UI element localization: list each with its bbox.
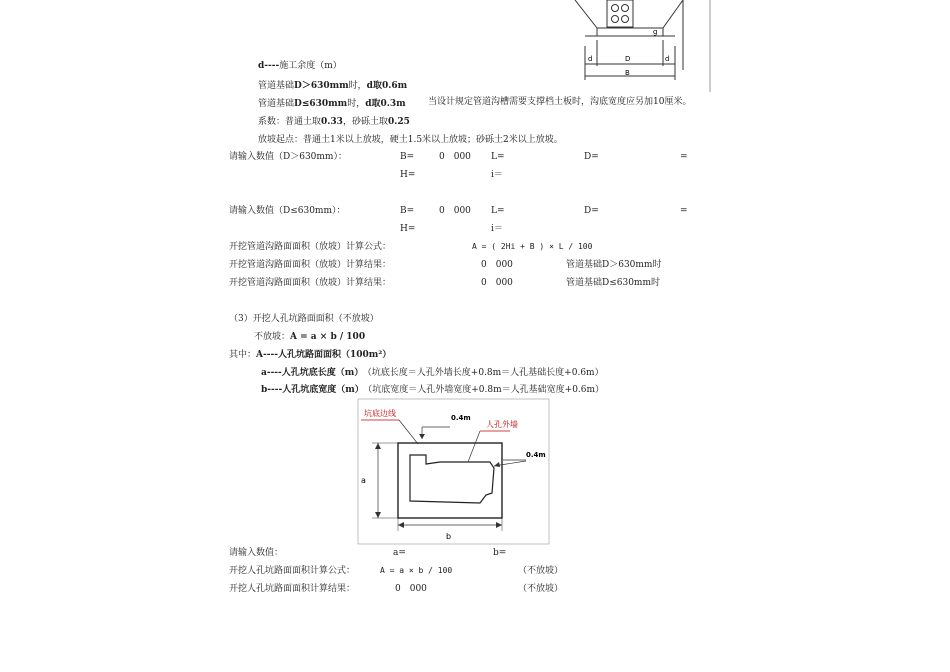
input-le-B: B=	[400, 206, 415, 216]
d-definition-text: 施工余度（m）	[279, 61, 342, 71]
pit-result-value: 0 000	[395, 584, 427, 594]
no-slope-line	[254, 331, 365, 343]
coef-mid: ，砂砾土取	[342, 117, 388, 127]
diagram-label-B: B	[625, 69, 630, 77]
pit-input-a[interactable]: a=	[393, 548, 406, 558]
trench-section-diagram	[575, 0, 715, 92]
input-le-L[interactable]: L=	[491, 206, 505, 216]
pit-formula: A = a × b / 100	[380, 566, 453, 575]
pit-formula-note: （不放坡）	[518, 566, 564, 576]
input-le-B-value[interactable]: 0 000	[439, 206, 471, 216]
trench-result1-note: 管道基础D＞630mm时	[566, 260, 662, 270]
rule-le-key: D≤630mm	[294, 99, 348, 109]
d-definition-key: d----	[258, 61, 280, 71]
b-desc: （坑底宽度＝人孔外墙宽度+0.8m＝人孔基础宽度+0.6m）	[367, 385, 605, 395]
rule-le-mid: 时，	[347, 99, 366, 109]
rule-le-pre: 管道基础	[258, 99, 295, 109]
a-desc: （坑底长度＝人孔外墙长度+0.8m＝人孔基础长度+0.6m）	[367, 368, 604, 378]
pit-input-b[interactable]: b=	[493, 548, 507, 558]
rule-gt-key: D＞630mm	[294, 81, 349, 91]
no-slope-formula: A = a × b / 100	[290, 332, 366, 342]
manhole-pit-diagram	[358, 399, 549, 544]
diagram-label-d-right: d	[665, 55, 670, 63]
input-le-H[interactable]: H=	[400, 224, 416, 234]
d-definition	[258, 60, 342, 72]
trench-result2-note: 管道基础D≤630mm时	[566, 278, 661, 288]
trench-formula-label: 开挖管道沟路面面积（放坡）计算公式：	[229, 242, 392, 252]
a-key: a----人孔坑底长度（m）	[261, 368, 364, 378]
where-A-line	[229, 349, 391, 361]
input-gt-label: 请输入数值（D＞630mm）：	[229, 152, 347, 162]
pit-edge-label: 坑底边线	[364, 409, 396, 418]
coefficient-line	[258, 116, 410, 128]
input-le-eq: =	[680, 206, 688, 216]
input-le-label: 请输入数值（D≤630mm）：	[229, 206, 346, 216]
rule-le-val: d取0.3m	[365, 99, 406, 109]
pit-wall-label: 人孔外墙	[486, 420, 518, 429]
input-gt-D[interactable]: D=	[584, 152, 599, 162]
no-slope-label: 不放坡：	[254, 332, 291, 342]
pit-dim-right: 0.4m	[526, 451, 546, 459]
shoring-note: 当设计规定管道沟槽需要支撑档土板时，沟底宽度应另加10厘米。	[428, 97, 692, 107]
input-gt-B-value[interactable]: 0 000	[439, 152, 471, 162]
diagram-label-d-left: d	[588, 55, 593, 63]
pit-result-label: 开挖人孔坑路面面积计算结果：	[229, 584, 356, 594]
trench-result1-label: 开挖管道沟路面面积（放坡）计算结果：	[229, 260, 392, 270]
trench-result2-label: 开挖管道沟路面面积（放坡）计算结果：	[229, 278, 392, 288]
input-le-D[interactable]: D=	[584, 206, 599, 216]
pit-dim-b: b	[446, 532, 452, 541]
input-gt-i[interactable]: i＝	[491, 170, 503, 180]
slope-start-line: 放坡起点：普通土1米以上放坡，硬土1.5米以上放坡；砂砾土2米以上放坡。	[258, 135, 563, 145]
pit-dim-a: a	[361, 476, 366, 485]
pit-formula-label: 开挖人孔坑路面面积计算公式：	[229, 566, 356, 576]
trench-result2-value: 0 000	[481, 278, 513, 288]
trench-formula: A = ( 2Hi + B ) × L / 100	[472, 242, 593, 251]
pit-result-note: （不放坡）	[518, 584, 564, 594]
pit-dim-top: 0.4m	[451, 414, 471, 422]
pit-input-label: 请输入数值：	[229, 548, 284, 558]
input-gt-B: B=	[400, 152, 415, 162]
where-prefix: 其中：	[229, 350, 257, 360]
coef-b: 0.25	[387, 117, 410, 127]
section3-title: （3）开挖人孔坑路面面积（不放坡）	[229, 314, 379, 324]
diagram-label-g: g	[653, 28, 658, 36]
where-A: A----人孔坑路面面积（100m²）	[256, 350, 392, 360]
b-key: b----人孔坑底宽度（m）	[261, 385, 364, 395]
input-gt-eq: =	[680, 152, 688, 162]
b-definition	[261, 384, 604, 396]
rule-d-le-630	[258, 98, 406, 110]
input-le-i[interactable]: i＝	[491, 224, 503, 234]
coef-a: 0.33	[321, 117, 343, 127]
input-gt-H[interactable]: H=	[400, 170, 416, 180]
trench-result1-value: 0 000	[481, 260, 513, 270]
diagram-label-D: D	[625, 55, 631, 63]
rule-gt-pre: 管道基础	[258, 81, 295, 91]
rule-d-gt-630	[258, 80, 407, 92]
rule-gt-val: d取0.6m	[366, 81, 408, 91]
rule-gt-mid: 时，	[348, 81, 367, 91]
coef-pre: 系数：普通土取	[258, 117, 322, 127]
a-definition	[261, 367, 604, 379]
input-gt-L[interactable]: L=	[491, 152, 505, 162]
